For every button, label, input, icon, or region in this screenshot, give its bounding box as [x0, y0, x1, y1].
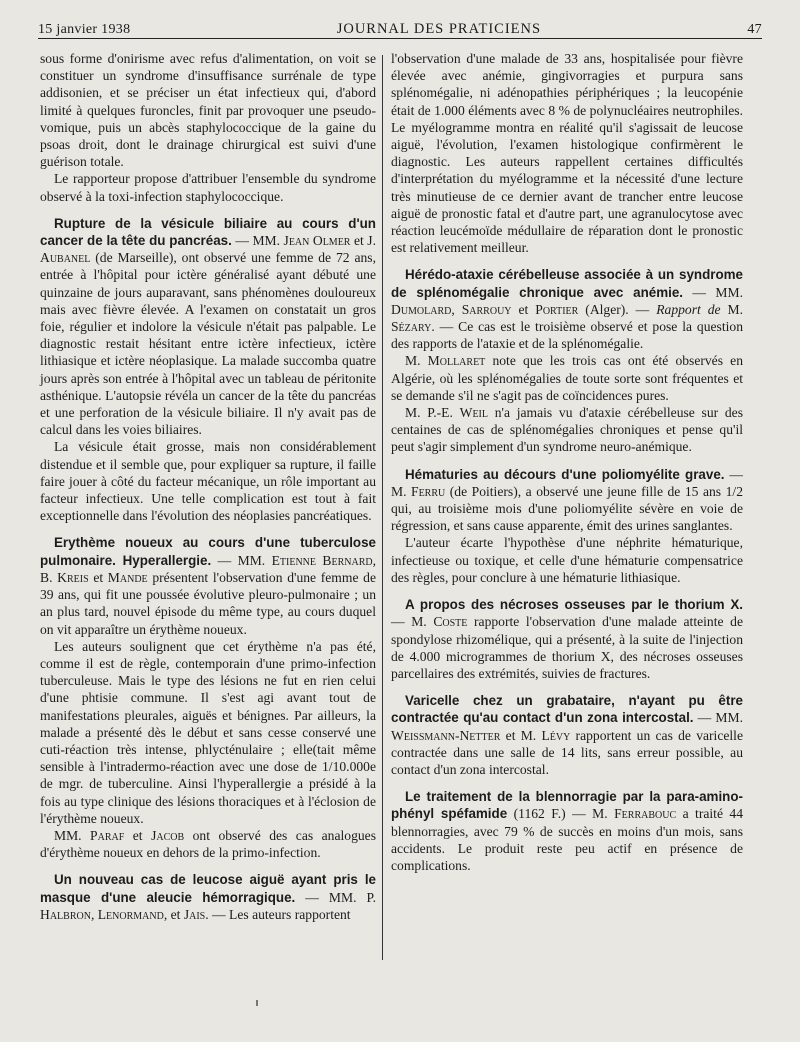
article-paragraph: La vésicule était grosse, mais non considérablement distendue et il semble que, pour expliquer sa rupture, il faille faire jouer à côté du facteur mécanique, un rôle important au facteur infectieux. Une telle complication est tout à fait exceptionnelle dans l'évolution des néoplasies pancréatiques. — [40, 439, 376, 524]
article-varicelle: Varicelle chez un grabataire, n'ayant pu être contractée qu'au contact d'un zona intercostal. — MM. Weissmann-Netter et M. Lévy rapportent un cas de varicelle contractée dans une salle de 14 lits, sans erreur possible, au contact d'un zona intercostal. — [391, 693, 743, 777]
author-name: Jais — [183, 906, 206, 922]
author-name: Mollaret — [427, 353, 486, 369]
article-paragraph: M. Mollaret note que les trois cas ont été observés en Algérie, où les splénomégalies de toute sorte sont fréquentes et se demande s'il ne s'agit pas de coïncidences pures. — [391, 353, 743, 403]
author-name: Kreis — [57, 569, 89, 585]
print-mark — [256, 1000, 258, 1006]
article-leucose: Un nouveau cas de leucose aiguë ayant pris le masque d'une aleucie hémorragique. — MM. P. Halbron, Lenormand, et Jais. — Les auteurs rapportent — [40, 872, 376, 922]
left-column — [40, 50, 376, 923]
author-name: Mande — [107, 569, 148, 585]
author-name: Aubanel — [40, 250, 91, 266]
author-name: Portier — [535, 301, 579, 317]
right-continuation-paragraph: l'observation d'une malade de 33 ans, hospitalisée pour fièvre élevée avec anémie, gingivorragies et purpura sans splénomégalie, ni adénopathies périphériques ; la leucopénie était de 1.000 éléments avec 8 % de polynucléaires neutrophiles. Le myélogramme montra en réalité qu'il s'agissait de leucose aiguë, l'évolution, l'examen histologique confirmèrent le diagnostic. Les auteurs rappellent certaines difficultés d'interprétation du myélogramme et la nécessité d'une lecture très minutieuse de ce dernier avant de trancher entre leucose aiguë de pronostic fatal et d'autre part, une agranulocytose avec réaction leucémoïde médullaire de réparation dont le pronostic est relativement meilleur. — [391, 51, 743, 256]
author-name: Lévy — [541, 727, 571, 743]
author-name: Dumolard — [391, 301, 452, 317]
article-thorium: A propos des nécroses osseuses par le thorium X. — M. Coste rapporte l'observation d'une malade atteinte de spondylose rhizomélique, qui a présenté, à la suite de l'injection de 4.000 microgrammes de thorium X, des nécroses osseuses parcellaires des extrémités, suivies de fractures. — [391, 597, 743, 681]
article-title: Hématuries au décours d'une poliomyélite grave. — [405, 466, 725, 482]
page-number: 47 — [747, 22, 762, 37]
author-name: Ferru — [411, 483, 446, 499]
article-paragraph: MM. Paraf et Jacob ont observé des cas analogues d'érythème noueux en dehors de la primo-infection. — [40, 827, 376, 861]
article-title: Hérédo-ataxie cérébelleuse associée à un syndrome de splénomégalie chronique avec anémie. — [391, 267, 743, 300]
author-name: Sarrouy — [461, 301, 512, 317]
article-hematuries: Hématuries au décours d'une poliomyélite grave. — M. Ferru (de Poitiers), a observé une jeune fille de 15 ans 1/2 qui, au troisième mois d'une poliomyélite sévère en voie de régression, et sans cause apparente, émit des urines sanglantes. — [391, 466, 743, 534]
left-rapporteur-paragraph: Le rapporteur propose d'attribuer l'ensemble du syndrome observé à la toxi-infection staphylococcique. — [40, 171, 376, 204]
author-name: Weissmann-Netter — [391, 727, 501, 743]
article-title: A propos des nécroses osseuses par le thorium X. — [405, 597, 743, 613]
page-header — [38, 16, 762, 38]
article-blennorragie: Le traitement de la blennorragie par la para-amino-phényl spéfamide (1162 F.) — M. Ferrabouc a traité 44 blennorragies, avec 79 % de succès en moins d'un mois, sans accidents. Le produit reste peu actif en présence de complications. — [391, 789, 744, 873]
article-title: Un nouveau cas de leucose aiguë ayant pris le masque d'une aleucie hémorragique. — [40, 872, 376, 905]
rapport-label: Rapport de — [656, 301, 721, 317]
author-name: Jacob — [151, 827, 185, 843]
author-name: Lenormand — [97, 906, 164, 922]
author-name: Ferrabouc — [614, 806, 677, 822]
journal-title: JOURNAL DES PRATICIENS — [336, 21, 542, 37]
author-name: Halbron — [40, 906, 91, 922]
header-date: 15 janvier 1938 — [38, 22, 131, 37]
article-erytheme: Erythème noueux au cours d'une tuberculose pulmonaire. Hyperallergie. — MM. Etienne Bernard, B. Kreis et Mande présentent l'observation d'une femme de 39 ans, qui fit une poussée évolutive pleuro-pulmonaire ; un an plus tard, nouvel épisode du même type, au cours duquel on vit apparaître un érythème noueux. — [40, 535, 376, 637]
article-paragraph: Les auteurs soulignent que cet érythème n'a pas été, comme il est de règle, contemporain d'une primo-infection tuberculeuse. Mais le type des lésions ne fut en rien celui d'une phtisie commune. Il s'est agi avant tout de manifestations pleurales, aiguës et bénignes. Par ailleurs, la malade a présenté dès le début et sans cesse conservé une cuti-réaction très intense, phlycténulaire ; elle(tait même sensible à l'intradermo-réaction avec une dose de 1/10.000e de mgr. de tuberculine. Ainsi l'hyperallergie a présidé à la fois au type clinique des lésions thoraciques et à l'éclosion de l'érythème noueux. — [40, 638, 376, 826]
article-paragraph: L'auteur écarte l'hypothèse d'une néphrite hématurique, infectieuse ou toxique, et celle d'une hématurie compensatrice des règles, pour conclure à une hématurie lithiasique. — [391, 535, 743, 585]
article-title: Rupture de la vésicule biliaire au cours d'un cancer de la tête du pancréas. — [40, 215, 376, 249]
author-name: Paraf — [90, 827, 125, 843]
article-paragraph: M. P.-E. Weil n'a jamais vu d'ataxie cérébelleuse sur des centaines de cas de splénomégalies chroniques et pense qu'il peut s'agir simplement d'un syndrome neuro-anémique. — [391, 405, 743, 455]
article-heredo-ataxie: Hérédo-ataxie cérébelleuse associée à un syndrome de splénomégalie chronique avec anémie. — MM. Dumolard, Sarrouy et Portier (Alger). — Rapport de M. Sézary. — Ce cas est le troisième observé et pose la question des rapports de l'ataxie et de la splénomégalie. — [391, 267, 744, 352]
author-name: Etienne Bernard — [271, 552, 373, 568]
article-title: Varicelle chez un grabataire, n'ayant pu être contractée qu'au contact d'un zona intercostal. — [391, 693, 743, 726]
right-column — [391, 50, 743, 874]
column-divider — [382, 55, 383, 960]
author-name: Sézary — [391, 319, 432, 335]
author-name: Jean Olmer — [283, 233, 351, 249]
article-vesicule: Rupture de la vésicule biliaire au cours d'un cancer de la tête du pancréas. — MM. Jean Olmer et J. Aubanel (de Marseille), ont observé une femme de 72 ans, entrée à l'hôpital pour ictère généralisé ayant débuté une quinzaine de jours auparavant, sans phénomènes douloureux mais avec fièvre élevée. A l'examen on constatait un gros foie, régulier et indolore la vésicule n'était pas palpable. Le diagnostic restait hésitant entre ictère infectieux, ictère lithiasique et ictère néoplasique. La malade succomba quatre jours après son entrée à l'hôpital avec un tableau de péritonite asthénique. L'autopsie révéla un cancer de la tête du pancréas et une perforation de la vésicule biliaire. Il n'y avait pas de calcul dans les voies biliaires. — [40, 215, 376, 438]
author-name: Weil — [459, 405, 488, 421]
author-name: Coste — [433, 614, 468, 630]
article-title: Le traitement de la blennorragie par la para-amino-phényl spéfamide — [391, 789, 743, 822]
article-title: Erythème noueux au cours d'une tuberculose pulmonaire. Hyperallergie. — [40, 535, 376, 568]
left-continuation-paragraph: sous forme d'onirisme avec refus d'alimentation, on voit se constituer un syndrome d'insuffisance surrénale de type addisonien, et se préciser un état infectieux qui, d'abord limité à quelques furoncles, finit par provoquer une pseudo-vomique, puis un abcès staphylococcique de la gaine du psoas droit, dont le drainage chirurgical est suivi d'une guérison totale. — [40, 51, 376, 170]
header-rule — [38, 38, 762, 39]
